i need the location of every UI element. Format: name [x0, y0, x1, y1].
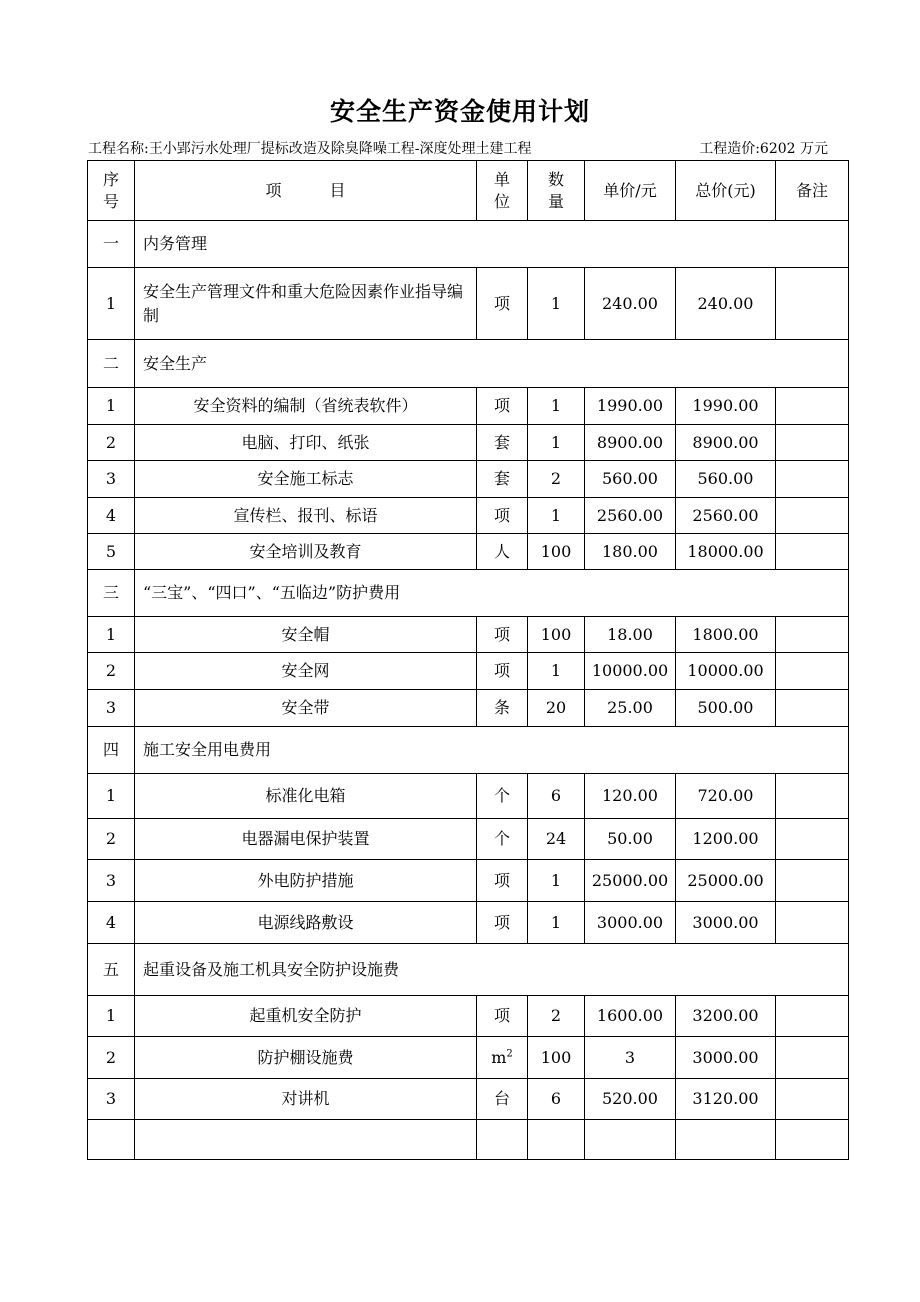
item-name: 安全资料的编制（省统表软件）	[135, 388, 477, 425]
item-qty: 1	[528, 653, 585, 690]
item-price: 180.00	[585, 534, 676, 570]
header-seq: 序 号	[88, 161, 135, 221]
item-no: 2	[88, 819, 135, 860]
item-unit: 套	[477, 461, 528, 498]
item-remark	[776, 653, 849, 690]
item-price: 1600.00	[585, 996, 676, 1037]
section-title: 起重设备及施工机具安全防护设施费	[135, 944, 849, 996]
table-row	[88, 498, 849, 534]
item-total: 3120.00	[676, 1079, 776, 1120]
table-row	[88, 388, 849, 425]
item-remark	[776, 461, 849, 498]
item-remark	[776, 498, 849, 534]
item-name: 安全培训及教育	[135, 534, 477, 570]
item-remark	[776, 1037, 849, 1079]
item-name: 电源线路敷设	[135, 902, 477, 944]
item-qty: 1	[528, 388, 585, 425]
item-qty: 6	[528, 774, 585, 819]
item-name: 安全施工标志	[135, 461, 477, 498]
header-unit: 单 位	[477, 161, 528, 221]
item-unit: 项	[477, 388, 528, 425]
item-unit: $m^2$	[477, 1037, 528, 1079]
table-row	[88, 996, 849, 1037]
item-unit: 项	[477, 860, 528, 902]
section-row	[88, 340, 849, 388]
item-qty: 20	[528, 690, 585, 727]
item-name: 电脑、打印、纸张	[135, 425, 477, 461]
header-unit-price: 单价/元	[585, 161, 676, 221]
item-remark	[776, 902, 849, 944]
item-total: 25000.00	[676, 860, 776, 902]
table-row	[88, 902, 849, 944]
item-unit: 个	[477, 774, 528, 819]
table-row	[88, 1037, 849, 1079]
item-qty: 2	[528, 461, 585, 498]
item-qty: 100	[528, 1037, 585, 1079]
item-total: 240.00	[676, 268, 776, 340]
item-total: 1800.00	[676, 617, 776, 653]
item-no: 3	[88, 860, 135, 902]
item-qty: 100	[528, 617, 585, 653]
item-total: 2560.00	[676, 498, 776, 534]
section-no: 一	[88, 221, 135, 268]
section-row	[88, 221, 849, 268]
item-price: 25.00	[585, 690, 676, 727]
table-row	[88, 819, 849, 860]
item-no: 2	[88, 1037, 135, 1079]
item-price: 50.00	[585, 819, 676, 860]
item-price: 520.00	[585, 1079, 676, 1120]
item-unit: 项	[477, 268, 528, 340]
item-name: 安全生产管理文件和重大危险因素作业指导编制	[135, 268, 477, 340]
section-row	[88, 727, 849, 774]
section-title: 施工安全用电费用	[135, 727, 849, 774]
item-unit: 项	[477, 653, 528, 690]
table-row	[88, 534, 849, 570]
table-header-row	[88, 161, 849, 221]
item-remark	[776, 268, 849, 340]
item-qty: 6	[528, 1079, 585, 1120]
item-remark	[776, 996, 849, 1037]
item-total: 18000.00	[676, 534, 776, 570]
item-name: 安全帽	[135, 617, 477, 653]
unit-superscript: 2	[506, 1048, 513, 1060]
table-row	[88, 461, 849, 498]
item-qty: 2	[528, 996, 585, 1037]
item-qty: 1	[528, 902, 585, 944]
item-no: 5	[88, 534, 135, 570]
item-price: 120.00	[585, 774, 676, 819]
section-no: 五	[88, 944, 135, 996]
item-no: 3	[88, 1079, 135, 1120]
item-unit: 套	[477, 425, 528, 461]
item-total: 560.00	[676, 461, 776, 498]
table-row	[88, 1079, 849, 1120]
item-name: 外电防护措施	[135, 860, 477, 902]
table-row	[88, 268, 849, 340]
item-price: 1990.00	[585, 388, 676, 425]
empty-row	[88, 1120, 849, 1160]
item-no: 3	[88, 461, 135, 498]
item-total: 3000.00	[676, 1037, 776, 1079]
item-no: 1	[88, 388, 135, 425]
table-row	[88, 860, 849, 902]
item-remark	[776, 425, 849, 461]
item-qty: 100	[528, 534, 585, 570]
item-qty: 1	[528, 425, 585, 461]
section-no: 三	[88, 570, 135, 617]
item-total: 720.00	[676, 774, 776, 819]
item-price: 18.00	[585, 617, 676, 653]
item-qty: 1	[528, 268, 585, 340]
item-price: 25000.00	[585, 860, 676, 902]
item-price: 3	[585, 1037, 676, 1079]
item-no: 2	[88, 653, 135, 690]
header-total: 总价(元)	[676, 161, 776, 221]
item-price: 10000.00	[585, 653, 676, 690]
item-qty: 1	[528, 860, 585, 902]
item-name: 安全网	[135, 653, 477, 690]
item-no: 4	[88, 498, 135, 534]
item-total: 8900.00	[676, 425, 776, 461]
item-qty: 24	[528, 819, 585, 860]
table-row	[88, 774, 849, 819]
item-price: 240.00	[585, 268, 676, 340]
section-row	[88, 944, 849, 996]
item-no: 1	[88, 774, 135, 819]
page-title: 安全生产资金使用计划	[329, 97, 590, 126]
item-name: 对讲机	[135, 1079, 477, 1120]
project-cost: 工程造价:6202 万元	[699, 141, 828, 157]
item-no: 1	[88, 617, 135, 653]
item-qty: 1	[528, 498, 585, 534]
item-no: 1	[88, 268, 135, 340]
item-name: 起重机安全防护	[135, 996, 477, 1037]
table-row	[88, 617, 849, 653]
item-no: 2	[88, 425, 135, 461]
item-price: 560.00	[585, 461, 676, 498]
section-no: 二	[88, 340, 135, 388]
section-no: 四	[88, 727, 135, 774]
item-unit: 项	[477, 498, 528, 534]
table-row	[88, 425, 849, 461]
section-title: 内务管理	[135, 221, 849, 268]
item-name: 标准化电箱	[135, 774, 477, 819]
safety-fund-table	[87, 160, 849, 1160]
table-row	[88, 653, 849, 690]
item-remark	[776, 774, 849, 819]
item-remark	[776, 1079, 849, 1120]
item-remark	[776, 690, 849, 727]
item-remark	[776, 534, 849, 570]
item-total: 3200.00	[676, 996, 776, 1037]
item-no: 4	[88, 902, 135, 944]
project-name: 工程名称:王小郢污水处理厂提标改造及除臭降噪工程-深度处理土建工程	[88, 141, 532, 157]
item-name: 电器漏电保护装置	[135, 819, 477, 860]
item-total: 500.00	[676, 690, 776, 727]
item-remark	[776, 819, 849, 860]
item-unit: 条	[477, 690, 528, 727]
item-price: 2560.00	[585, 498, 676, 534]
header-qty: 数 量	[528, 161, 585, 221]
section-row	[88, 570, 849, 617]
item-unit: 项	[477, 996, 528, 1037]
table-row	[88, 690, 849, 727]
item-name: 防护棚设施费	[135, 1037, 477, 1079]
item-price: 3000.00	[585, 902, 676, 944]
item-price: 8900.00	[585, 425, 676, 461]
item-unit: 人	[477, 534, 528, 570]
item-no: 1	[88, 996, 135, 1037]
item-name: 宣传栏、报刊、标语	[135, 498, 477, 534]
item-unit: 项	[477, 617, 528, 653]
item-remark	[776, 617, 849, 653]
header-remark: 备注	[776, 161, 849, 221]
item-total: 1990.00	[676, 388, 776, 425]
section-title: “三宝”、“四口”、“五临边”防护费用	[135, 570, 849, 617]
item-unit: 个	[477, 819, 528, 860]
header-item: 项 目	[135, 161, 477, 221]
item-total: 3000.00	[676, 902, 776, 944]
item-total: 10000.00	[676, 653, 776, 690]
item-remark	[776, 388, 849, 425]
item-name: 安全带	[135, 690, 477, 727]
section-title: 安全生产	[135, 340, 849, 388]
item-unit: 项	[477, 902, 528, 944]
item-total: 1200.00	[676, 819, 776, 860]
item-no: 3	[88, 690, 135, 727]
item-unit: 台	[477, 1079, 528, 1120]
item-remark	[776, 860, 849, 902]
